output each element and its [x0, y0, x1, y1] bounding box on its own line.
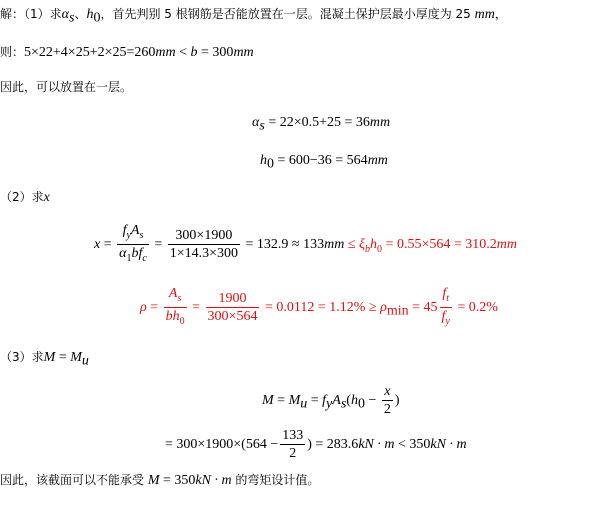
width-eq: = 300	[197, 45, 234, 60]
rho-fraction-3: $\frac{f_t}{f_y}$	[441, 286, 450, 327]
width-check-line	[0, 44, 254, 61]
conclusion-1: 因此，可以放置在一层。	[0, 80, 133, 94]
h0-unit: mm	[367, 153, 388, 168]
width-check-prefix: 则：	[0, 45, 25, 59]
step2-label: （2）求	[0, 190, 44, 204]
as-unit: mm	[369, 115, 391, 130]
as-rhs: = 22×0.5+25 = 36	[264, 115, 370, 130]
separator: 、	[74, 7, 87, 21]
x-limit-check: ≤ $\xi_bh_0 = 0.55\times 564 = 310.2mm$	[344, 236, 517, 255]
as-sub: s	[259, 118, 265, 134]
equation-as	[252, 114, 390, 134]
width-unit-2: mm	[233, 45, 254, 60]
step1-end: ，	[494, 7, 507, 21]
rho-fraction-1: $\frac{A_s}{bh_0}$	[165, 286, 185, 327]
step3-heading: （3）求$M = M_u$	[0, 350, 89, 369]
equation-rho: ρ = $\frac{A_s}{bh_0}$ = $\frac{1900}{300\times 564}$ = $0.0112 = 1.12\% \ge \rho_{min} = 45$ $\frac{f_t}{f_y}$ = 0.2%	[140, 285, 498, 333]
m-fraction: $\frac{x}{2}$	[383, 384, 391, 417]
width-check-expr: 5×22+4×25+2×25=260	[24, 45, 156, 60]
rho-lhs: ρ	[140, 300, 147, 315]
equation-x: x = $\frac{f_yA_s}{\alpha_1bf_c}$ = $\frac{300\times 1900}{1\times 14.3\times 300}$ = $132.9 \approx 133mm \le \xi_bh_0 = 0.55\times 564 = 310.2mm$	[94, 222, 517, 270]
x-result: = 132.9 ≈ 133	[242, 236, 325, 252]
h0-rhs: = 600−36 = 564	[274, 153, 368, 168]
x-fraction-1: $\frac{f_yA_s}{\alpha_1bf_c}$	[119, 223, 147, 264]
alpha-symbol: α	[61, 7, 69, 22]
cover-unit: mm	[474, 7, 495, 22]
as-alpha: α	[252, 115, 260, 130]
equation-h0	[260, 152, 388, 172]
equation-m-1: $M = M_u = f_yA_s(h_0$ − $\frac{x}{2}$ )	[262, 384, 400, 417]
h0-h: h	[260, 153, 267, 168]
h-symbol: h	[86, 7, 94, 22]
rho-min-sub: min	[386, 303, 409, 319]
rho-fraction-2: $\frac{1900}{300\times 564}$	[207, 291, 258, 324]
step1-prefix: 解：（1）求	[0, 7, 62, 21]
m2-fraction: $\frac{133}{2}$	[282, 428, 304, 461]
conclusion-final: 因此，该截面可以不能承受 M = 350kN · m 的弯矩设计值。	[0, 473, 320, 488]
equation-m-2: = 300×1900×(564 − $\frac{133}{2}$ ) = 283.6kN · m < 350kN · m	[165, 428, 467, 461]
step2-var: x	[43, 190, 50, 205]
b-symbol: b	[190, 45, 198, 60]
h-subscript: 0	[93, 10, 101, 26]
step3-label: （3）求	[0, 350, 44, 364]
step2-heading	[0, 189, 50, 206]
x-fraction-2: $\frac{300\times 1900}{1\times 14.3\times 300}$	[169, 227, 239, 261]
rho-end: = 0.2%	[453, 300, 498, 315]
width-unit-1: mm	[155, 45, 176, 60]
h0-sub: 0	[267, 156, 274, 172]
step1-text: ，首先判别 5 根钢筋是否能放置在一层。混凝土保护层最小厚度为 25	[100, 7, 471, 21]
x-unit: mm	[324, 236, 345, 252]
x-lhs: x	[94, 236, 101, 252]
width-lt: <	[175, 45, 191, 60]
step1-line	[0, 6, 507, 26]
rho-result: = 0.0112 = 1.12% ≥	[261, 300, 381, 315]
rho-min: ρ	[380, 300, 387, 315]
alpha-subscript: s	[69, 10, 75, 26]
